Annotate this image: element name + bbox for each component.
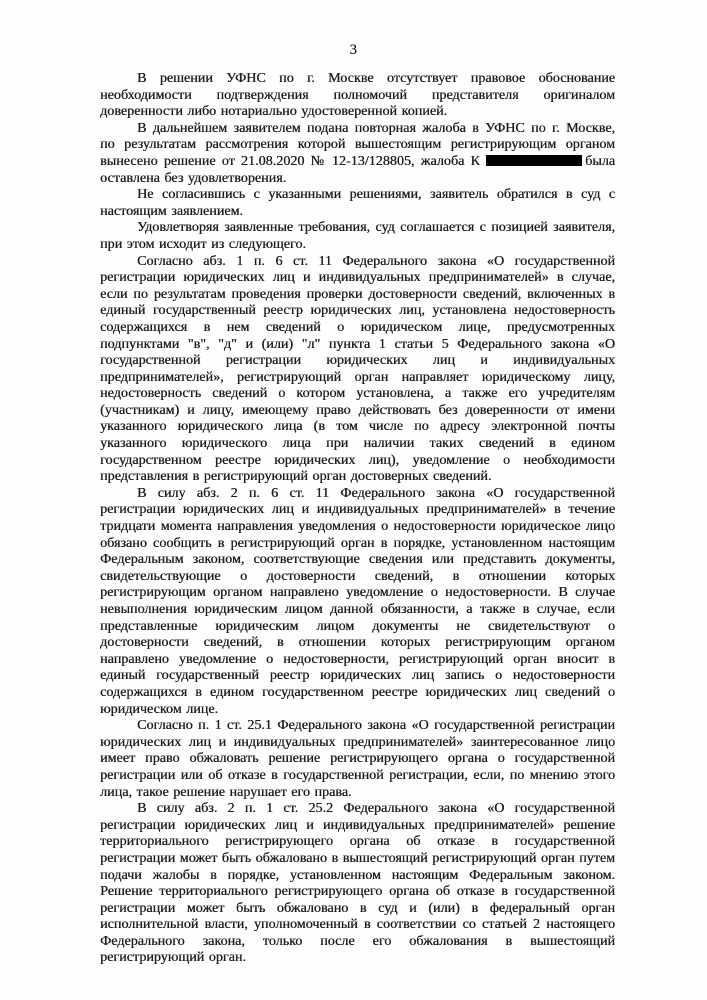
paragraph: Согласно п. 1 ст. 25.1 Федерального закона «О государственной регистрации юридических лиц и индивидуальных предпринимателей» заинтересованное лицо имеет право обжаловать решение регистрирующего органа о государственной регистрации или об отказе в государственной регистрации, если, по мнению этого лица, такое решение нарушает его права. [100,717,615,800]
paragraph: В силу абз. 2 п. 1 ст. 25.2 Федерального закона «О государственной регистрации юридических лиц и индивидуальных предпринимателей» решение территориального регистрирующего органа об отказе в государственной регистрации может быть обжаловано в вышестоящий регистрирующий орган путем подачи жалобы в порядке, установленном настоящим Федеральным законом. Решение территориального регистрирующего органа об отказе в государственной регистрации может быть обжаловано в суд и (или) в федеральный орган исполнительной власти, уполномоченный в соответствии со статьей 2 настоящего Федерального закона, только после его обжалования в вышестоящий регистрирующий орган. [100,800,615,966]
paragraph: Согласно абз. 1 п. 6 ст. 11 Федерального закона «О государственной регистрации юридических лиц и индивидуальных предпринимателей» в случае, если по результатам проведения проверки достоверности сведений, включенных в единый государственный реестр юридических лиц, установлена недостоверность содержащихся в нем сведений о юридическом лице, предусмотренных подпунктами "в", "д" и (или) "л" пункта 1 статьи 5 Федерального закона «О государственной регистрации юридических лиц и индивидуальных предпринимателей», регистрирующий орган направляет юридическому лицу, недостоверность сведений о котором установлена, а также его учредителям (участникам) и лицу, имеющему право действовать без доверенности от имени указанного юридического лица (в том числе по адресу электронной почты указанного юридического лица при наличии таких сведений в едином государственном реестре юридических лиц), уведомление о необходимости представления в регистрирующий орган достоверных сведений. [100,252,615,485]
paragraph: Не согласившись с указанными решениями, заявитель обратился в суд с настоящим заявлением. [100,186,615,219]
document-body [100,70,615,966]
paragraph: В дальнейшем заявителем подана повторная жалоба в УФНС по г. Москве, по результатам рассмотрения которой вышестоящим регистрирующим органом вынесено решение от 21.08.2020 № 12-13/128805, жалоба К была оставлена без удовлетворения. [100,119,615,186]
paragraph: Удовлетворяя заявленные требования, суд соглашается с позицией заявителя, при этом исходит из следующего. [100,219,615,252]
paragraph: В решении УФНС по г. Москве отсутствует правовое обоснование необходимости подтверждения полномочий представителя оригиналом доверенности либо нотариально удостоверенной копией. [100,70,615,120]
redaction-box [486,155,582,166]
paragraph: В силу абз. 2 п. 6 ст. 11 Федерального закона «О государственной регистрации юридических лиц и индивидуальных предпринимателей» в течение тридцати момента направления уведомления о недостоверности юридическое лицо обязано сообщить в регистрирующий орган в порядке, установленном настоящим Федеральным законом, соответствующие сведения или представить документы, свидетельствующие о достоверности сведений, в отношении которых регистрирующим органом направлено уведомление о недостоверности. В случае невыполнения юридическим лицом данной обязанности, а также в случае, если представленные юридическим лицом документы не свидетельствуют о достоверности сведений, в отношении которых регистрирующим органом направлено уведомление о недостоверности, регистрирующий орган вносит в единый государственный реестр юридических лиц запись о недостоверности содержащихся в едином государственном реестре юридических лиц сведений о юридическом лице. [100,484,615,717]
page-number: 3 [349,42,358,58]
